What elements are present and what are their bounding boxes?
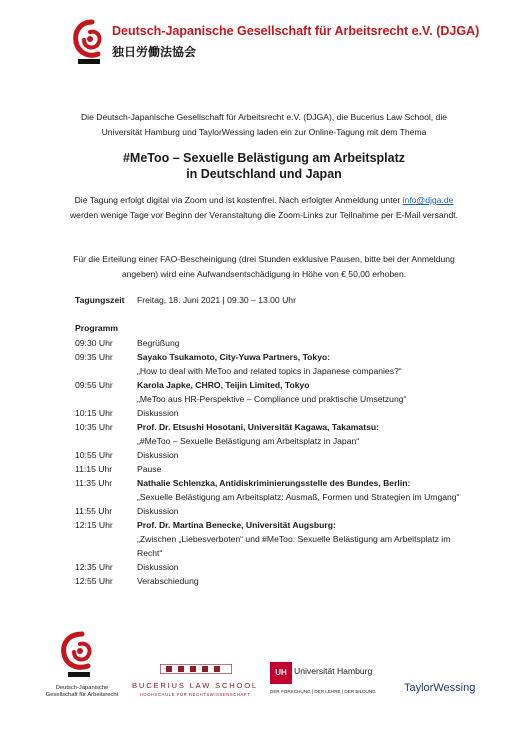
program-time: 11:15 Uhr [75, 464, 113, 474]
registration-info [60, 193, 468, 223]
uhh-subtitle: DER FORSCHUNG | DER LEHRE | DER BILDUNG [270, 689, 376, 694]
djga-footer-text [36, 685, 128, 699]
djga-logo-icon [48, 630, 108, 680]
program-speaker: Prof. Dr. Martina Benecke, Universität Augsburg: [137, 520, 336, 530]
uhh-logo-icon: UH [270, 662, 292, 684]
program-text: Diskussion [137, 562, 179, 572]
event-title [60, 150, 468, 182]
registration-text-before: Die Tagung erfolgt digital via Zoom und ist kostenfrei. Nach erfolgter Anmeldung unter [74, 195, 401, 205]
org-name-japanese: 独日労働法協会 [112, 45, 197, 59]
program-time: 12:55 Uhr [75, 576, 113, 586]
program-time: 09:55 Uhr [75, 380, 113, 390]
event-title-line2: in Deutschland und Japan [186, 167, 342, 181]
program-row [75, 448, 470, 462]
program-speaker: Prof. Dr. Etsushi Hosotani, Universität Kagawa, Takamatsu: [137, 422, 379, 432]
program-row [75, 476, 470, 504]
program-row [75, 420, 470, 448]
program-list [75, 336, 470, 588]
letterhead [70, 18, 510, 70]
program-text: „How to deal with MeToo and related topics in Japanese companies?“ [137, 366, 402, 376]
program-text: Pause [137, 464, 162, 474]
program-speaker: Nathalie Schlenzka, Antidiskriminierungsstelle des Bundes, Berlin: [137, 478, 411, 488]
program-text: „Zwischen „Liebesverboten“ und #MeToo: Sexuelle Belästigung am Arbeitsplatz im Recht“ [137, 534, 451, 558]
tagungszeit [75, 295, 296, 305]
program-text: Diskussion [137, 408, 179, 418]
djga-footer-line1: Deutsch-Japanische [55, 685, 109, 691]
program-text: Diskussion [137, 450, 179, 460]
program-time: 12:35 Uhr [75, 562, 113, 572]
program-heading: Programm [75, 323, 118, 333]
tagungszeit-label: Tagungszeit [75, 295, 125, 305]
program-text: Diskussion [137, 506, 179, 516]
intro-text: Die Deutsch-Japanische Gesellschaft für Arbeitsrecht e.V. (DJGA), die Bucerius Law School, die Universität Hamburg und TaylorWessing laden ein zur Online-Tagung mit dem Thema [80, 112, 448, 137]
program-text: „Sexuelle Belästigung am Arbeitsplatz: Ausmaß, Formen und Strategien im Umgang“ [137, 492, 460, 502]
program-row [75, 560, 470, 574]
program-row [75, 350, 470, 378]
djga-footer-line2: Gesellschaft für Arbeitsrecht [45, 692, 119, 698]
program-text: Begrüßung [137, 338, 180, 348]
event-title-line1: #MeToo – Sexuelle Belästigung am Arbeitsplatz [122, 151, 405, 165]
program-time: 10:15 Uhr [75, 408, 113, 418]
program-time: 11:55 Uhr [75, 506, 113, 516]
program-time: 11:35 Uhr [75, 478, 113, 488]
program-row [75, 406, 470, 420]
sponsor-logos [0, 630, 528, 720]
fao-info: Für die Erteilung einer FAO-Bescheinigung (drei Stunden exklusive Pausen, bitte bei der Anmeldung angeben) wird eine Aufwandsentschädigung in Höhe von € 50,00 erhoben. [73, 254, 455, 279]
program-time: 10:35 Uhr [75, 422, 113, 432]
uhh-name: Universität Hamburg [294, 666, 373, 676]
program-speaker: Karola Japke, CHRO, Teijin Limited, Tokyo [137, 380, 310, 390]
bucerius-name: BUCERIUS LAW SCHOOL [132, 681, 258, 690]
program-time: 09:30 Uhr [75, 338, 113, 348]
program-text: „#MeToo – Sexuelle Belästigung am Arbeitsplatz in Japan“ [137, 436, 360, 446]
program-text: „MeToo aus HR-Perspektive – Compliance und praktische Umsetzung“ [137, 394, 407, 404]
tagungszeit-value: Freitag, 18. Juni 2021 | 09.30 – 13.00 Uhr [137, 295, 296, 305]
program-time: 12:15 Uhr [75, 520, 113, 530]
djga-logo-icon [70, 18, 108, 66]
program-row [75, 462, 470, 476]
taylorwessing-logo: TaylorWessing [404, 682, 476, 694]
program-time: 09:35 Uhr [75, 352, 113, 362]
org-name: Deutsch-Japanische Gesellschaft für Arbeitsrecht e.V. (DJGA) [112, 24, 480, 38]
bucerius-logo-icon [160, 664, 232, 674]
program-speaker: Sayako Tsukamoto, City-Yuwa Partners, Tokyo: [137, 352, 331, 362]
program-row [75, 378, 470, 406]
program-text: Verabschiedung [137, 576, 199, 586]
registration-text-after: werden wenige Tage vor Beginn der Veranstaltung die Zoom-Links zur Teilnahme per E-Mail versandt. [69, 210, 459, 220]
program-row [75, 574, 470, 588]
program-row [75, 518, 470, 560]
bucerius-subtitle: HOCHSCHULE FÜR RECHTSWISSENSCHAFT [139, 692, 251, 697]
program-time: 10:55 Uhr [75, 450, 113, 460]
program-row [75, 504, 470, 518]
program-row [75, 336, 470, 350]
email-link[interactable]: info@djga.de [402, 195, 454, 205]
